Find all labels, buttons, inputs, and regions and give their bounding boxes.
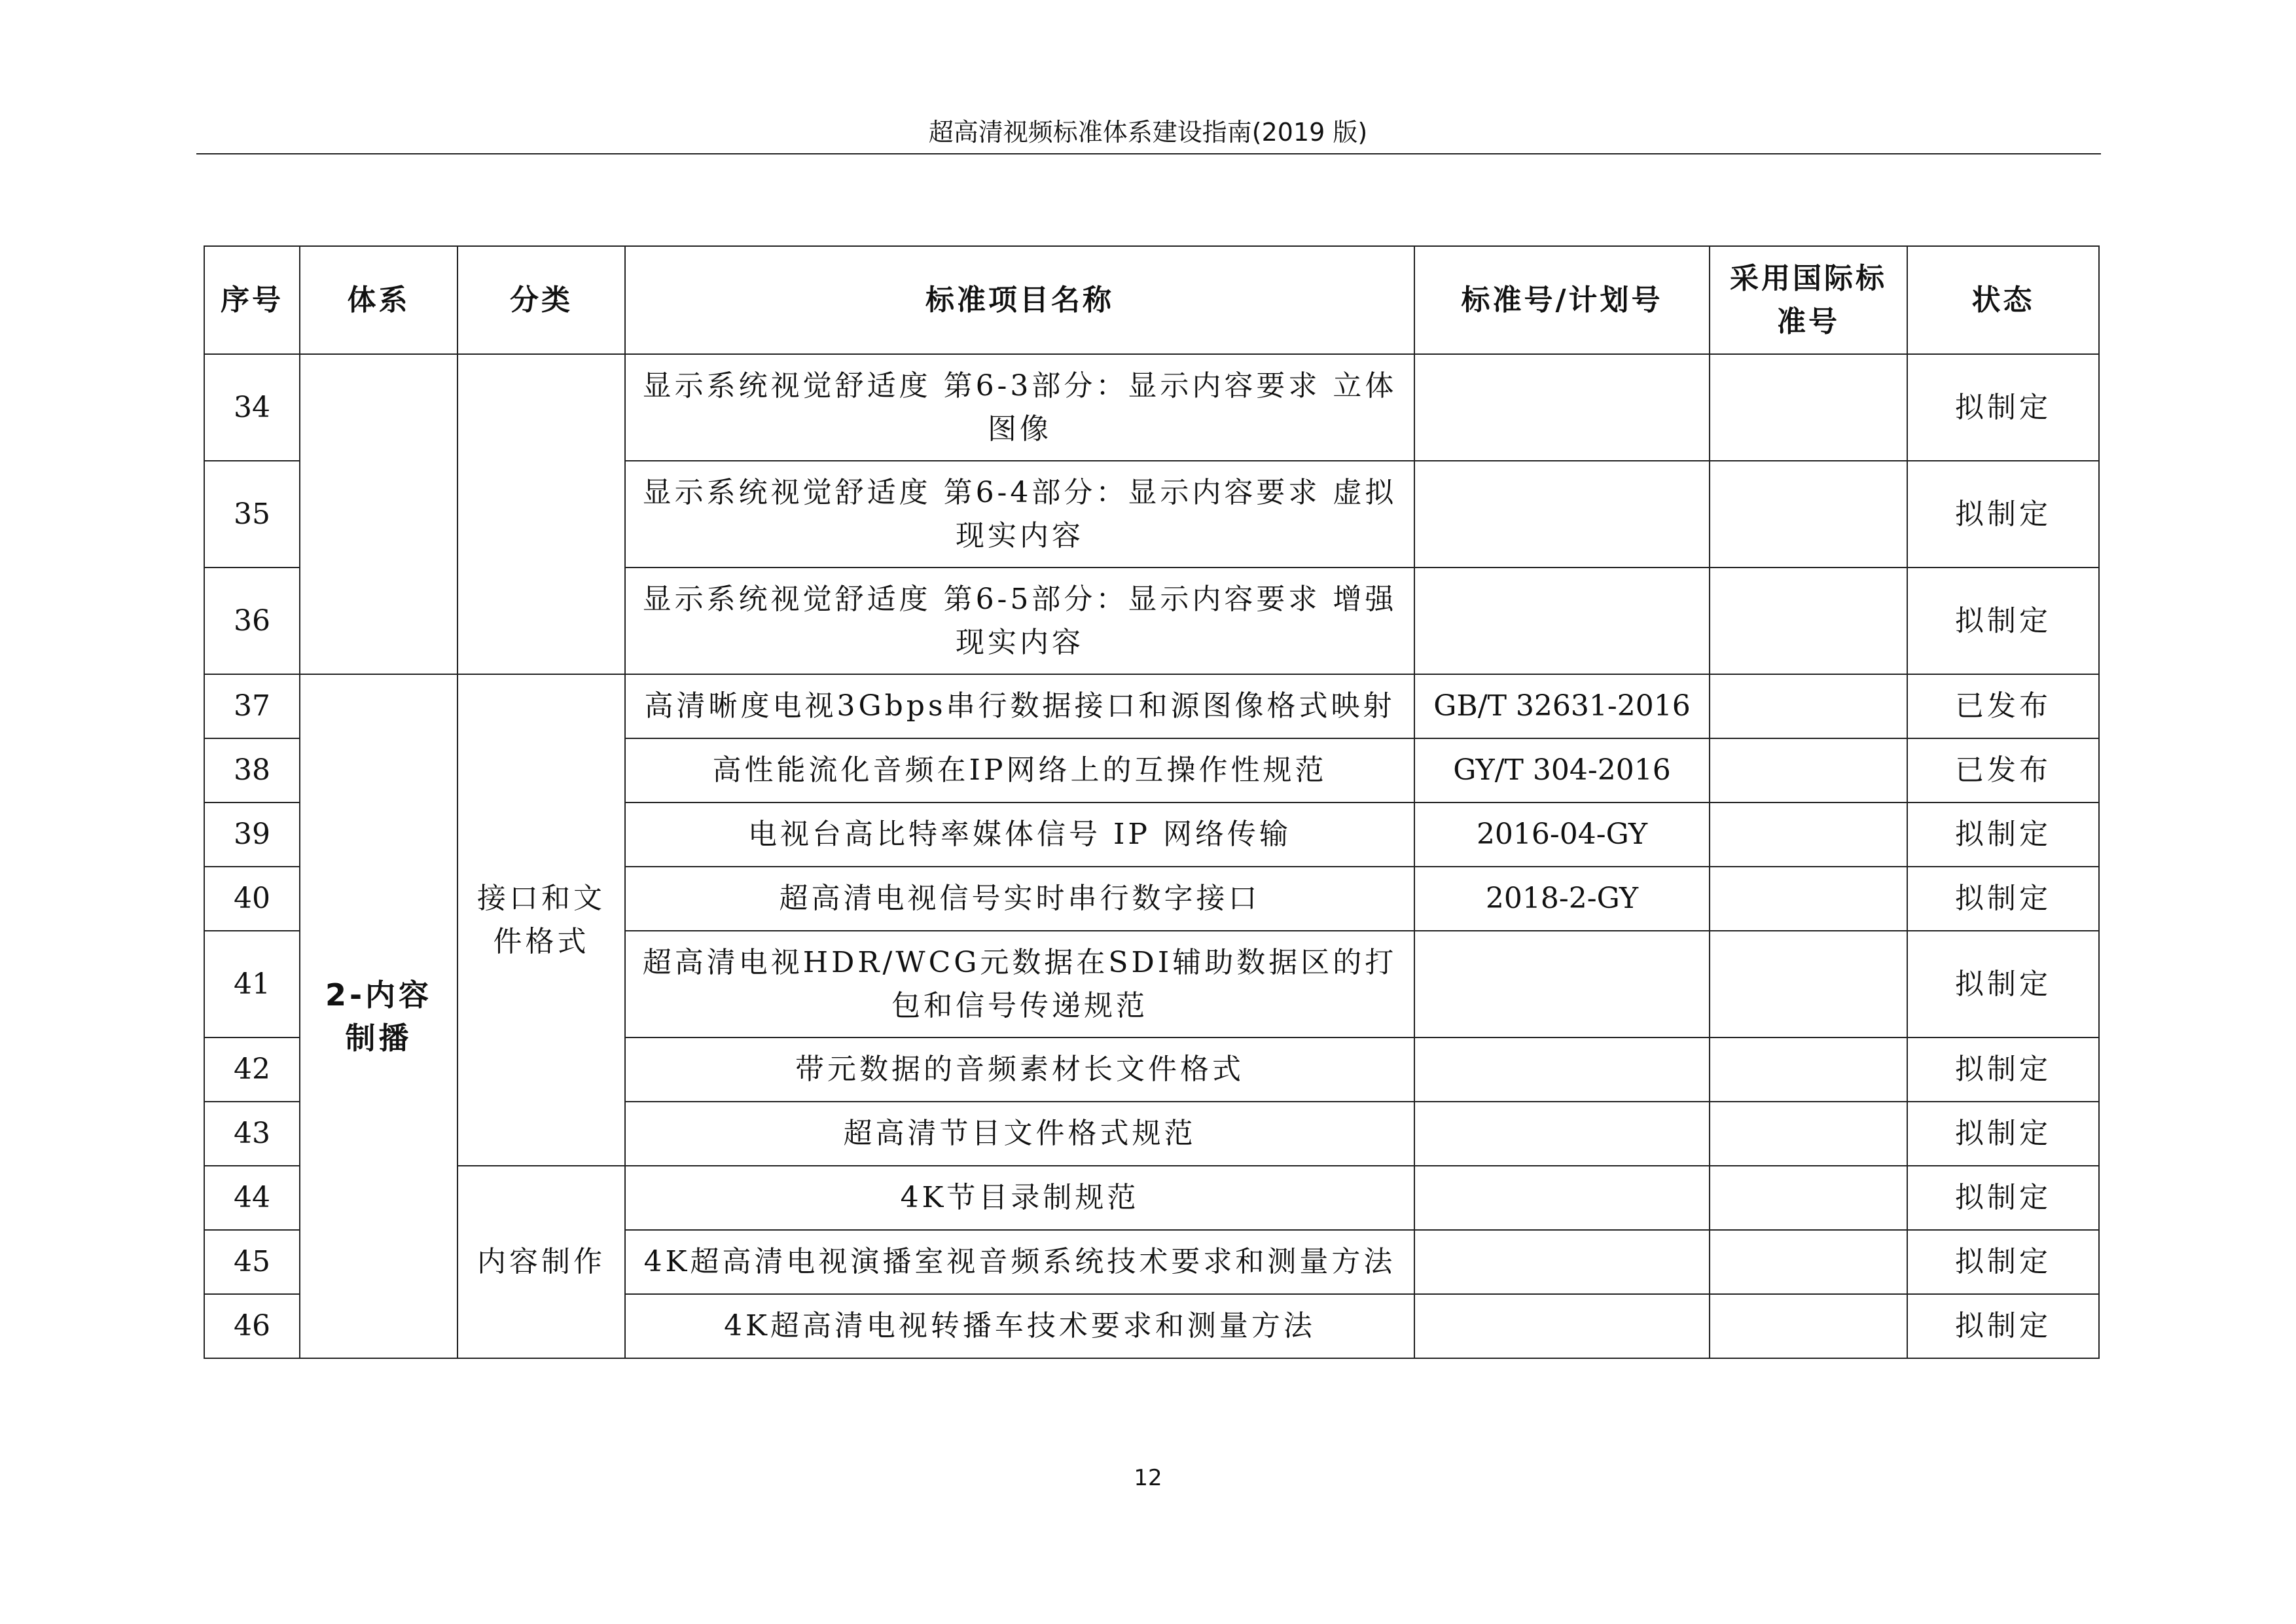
table-row	[204, 354, 2099, 461]
table-row	[204, 1166, 2099, 1230]
standard-name: 超高清电视HDR/WCG元数据在SDI辅助数据区的打包和信号传递规范	[625, 931, 1414, 1038]
row-number: 43	[204, 1102, 300, 1166]
intl-standard	[1710, 1038, 1907, 1102]
standard-number: GB/T 32631-2016	[1414, 674, 1710, 738]
standard-number: 2018-2-GY	[1414, 867, 1710, 931]
standard-number	[1414, 354, 1710, 461]
standard-name: 高清晰度电视3Gbps串行数据接口和源图像格式映射	[625, 674, 1414, 738]
standard-name: 4K超高清电视转播车技术要求和测量方法	[625, 1294, 1414, 1358]
category-cell-content-production: 内容制作	[457, 1166, 625, 1358]
standard-name: 高性能流化音频在IP网络上的互操作性规范	[625, 738, 1414, 803]
standard-number	[1414, 931, 1710, 1038]
standard-name: 4K超高清电视演播室视音频系统技术要求和测量方法	[625, 1230, 1414, 1294]
standards-table	[204, 245, 2100, 1359]
table-header-row	[204, 246, 2099, 354]
standard-name: 电视台高比特率媒体信号 IP 网络传输	[625, 803, 1414, 867]
intl-standard	[1710, 1102, 1907, 1166]
status: 拟制定	[1907, 1294, 2099, 1358]
row-number: 45	[204, 1230, 300, 1294]
status: 已发布	[1907, 738, 2099, 803]
intl-standard	[1710, 803, 1907, 867]
standard-name: 超高清节目文件格式规范	[625, 1102, 1414, 1166]
row-number: 44	[204, 1166, 300, 1230]
standard-name: 带元数据的音频素材长文件格式	[625, 1038, 1414, 1102]
status: 拟制定	[1907, 354, 2099, 461]
row-number: 41	[204, 931, 300, 1038]
system-cell-content-production: 2-内容制播	[300, 674, 457, 1358]
intl-standard	[1710, 867, 1907, 931]
row-number: 42	[204, 1038, 300, 1102]
standard-name: 显示系统视觉舒适度 第6-4部分：显示内容要求 虚拟现实内容	[625, 461, 1414, 568]
standard-number	[1414, 568, 1710, 674]
intl-standard	[1710, 1294, 1907, 1358]
column-header-intl-standard: 采用国际标准号	[1710, 246, 1907, 354]
status: 已发布	[1907, 674, 2099, 738]
status: 拟制定	[1907, 1102, 2099, 1166]
standard-number	[1414, 1102, 1710, 1166]
intl-standard	[1710, 1166, 1907, 1230]
standard-name: 超高清电视信号实时串行数字接口	[625, 867, 1414, 931]
column-header-system: 体系	[300, 246, 457, 354]
standard-name: 显示系统视觉舒适度 第6-5部分：显示内容要求 增强现实内容	[625, 568, 1414, 674]
intl-standard	[1710, 931, 1907, 1038]
standard-number	[1414, 1294, 1710, 1358]
column-header-standard-no: 标准号/计划号	[1414, 246, 1710, 354]
row-number: 37	[204, 674, 300, 738]
standard-number	[1414, 461, 1710, 568]
page-number: 12	[1134, 1465, 1162, 1491]
intl-standard	[1710, 674, 1907, 738]
row-number: 39	[204, 803, 300, 867]
standard-number: 2016-04-GY	[1414, 803, 1710, 867]
status: 拟制定	[1907, 1038, 2099, 1102]
status: 拟制定	[1907, 1230, 2099, 1294]
table-row	[204, 674, 2099, 738]
row-number: 40	[204, 867, 300, 931]
status: 拟制定	[1907, 931, 2099, 1038]
column-header-status: 状态	[1907, 246, 2099, 354]
column-header-no: 序号	[204, 246, 300, 354]
standard-number	[1414, 1166, 1710, 1230]
row-number: 34	[204, 354, 300, 461]
intl-standard	[1710, 461, 1907, 568]
page-header-title: 超高清视频标准体系建设指南(2019 版)	[928, 118, 1368, 147]
header-divider	[196, 153, 2101, 154]
intl-standard	[1710, 568, 1907, 674]
status: 拟制定	[1907, 867, 2099, 931]
system-cell-empty	[300, 354, 457, 674]
category-cell-empty	[457, 354, 625, 674]
column-header-category: 分类	[457, 246, 625, 354]
intl-standard	[1710, 1230, 1907, 1294]
status: 拟制定	[1907, 568, 2099, 674]
row-number: 38	[204, 738, 300, 803]
standard-number	[1414, 1038, 1710, 1102]
category-cell-interface-file-format: 接口和文件格式	[457, 674, 625, 1166]
status: 拟制定	[1907, 803, 2099, 867]
row-number: 36	[204, 568, 300, 674]
status: 拟制定	[1907, 461, 2099, 568]
row-number: 46	[204, 1294, 300, 1358]
standard-name: 显示系统视觉舒适度 第6-3部分：显示内容要求 立体图像	[625, 354, 1414, 461]
intl-standard	[1710, 354, 1907, 461]
intl-standard	[1710, 738, 1907, 803]
standard-name: 4K节目录制规范	[625, 1166, 1414, 1230]
status: 拟制定	[1907, 1166, 2099, 1230]
standard-number	[1414, 1230, 1710, 1294]
column-header-name: 标准项目名称	[625, 246, 1414, 354]
standard-number: GY/T 304-2016	[1414, 738, 1710, 803]
row-number: 35	[204, 461, 300, 568]
